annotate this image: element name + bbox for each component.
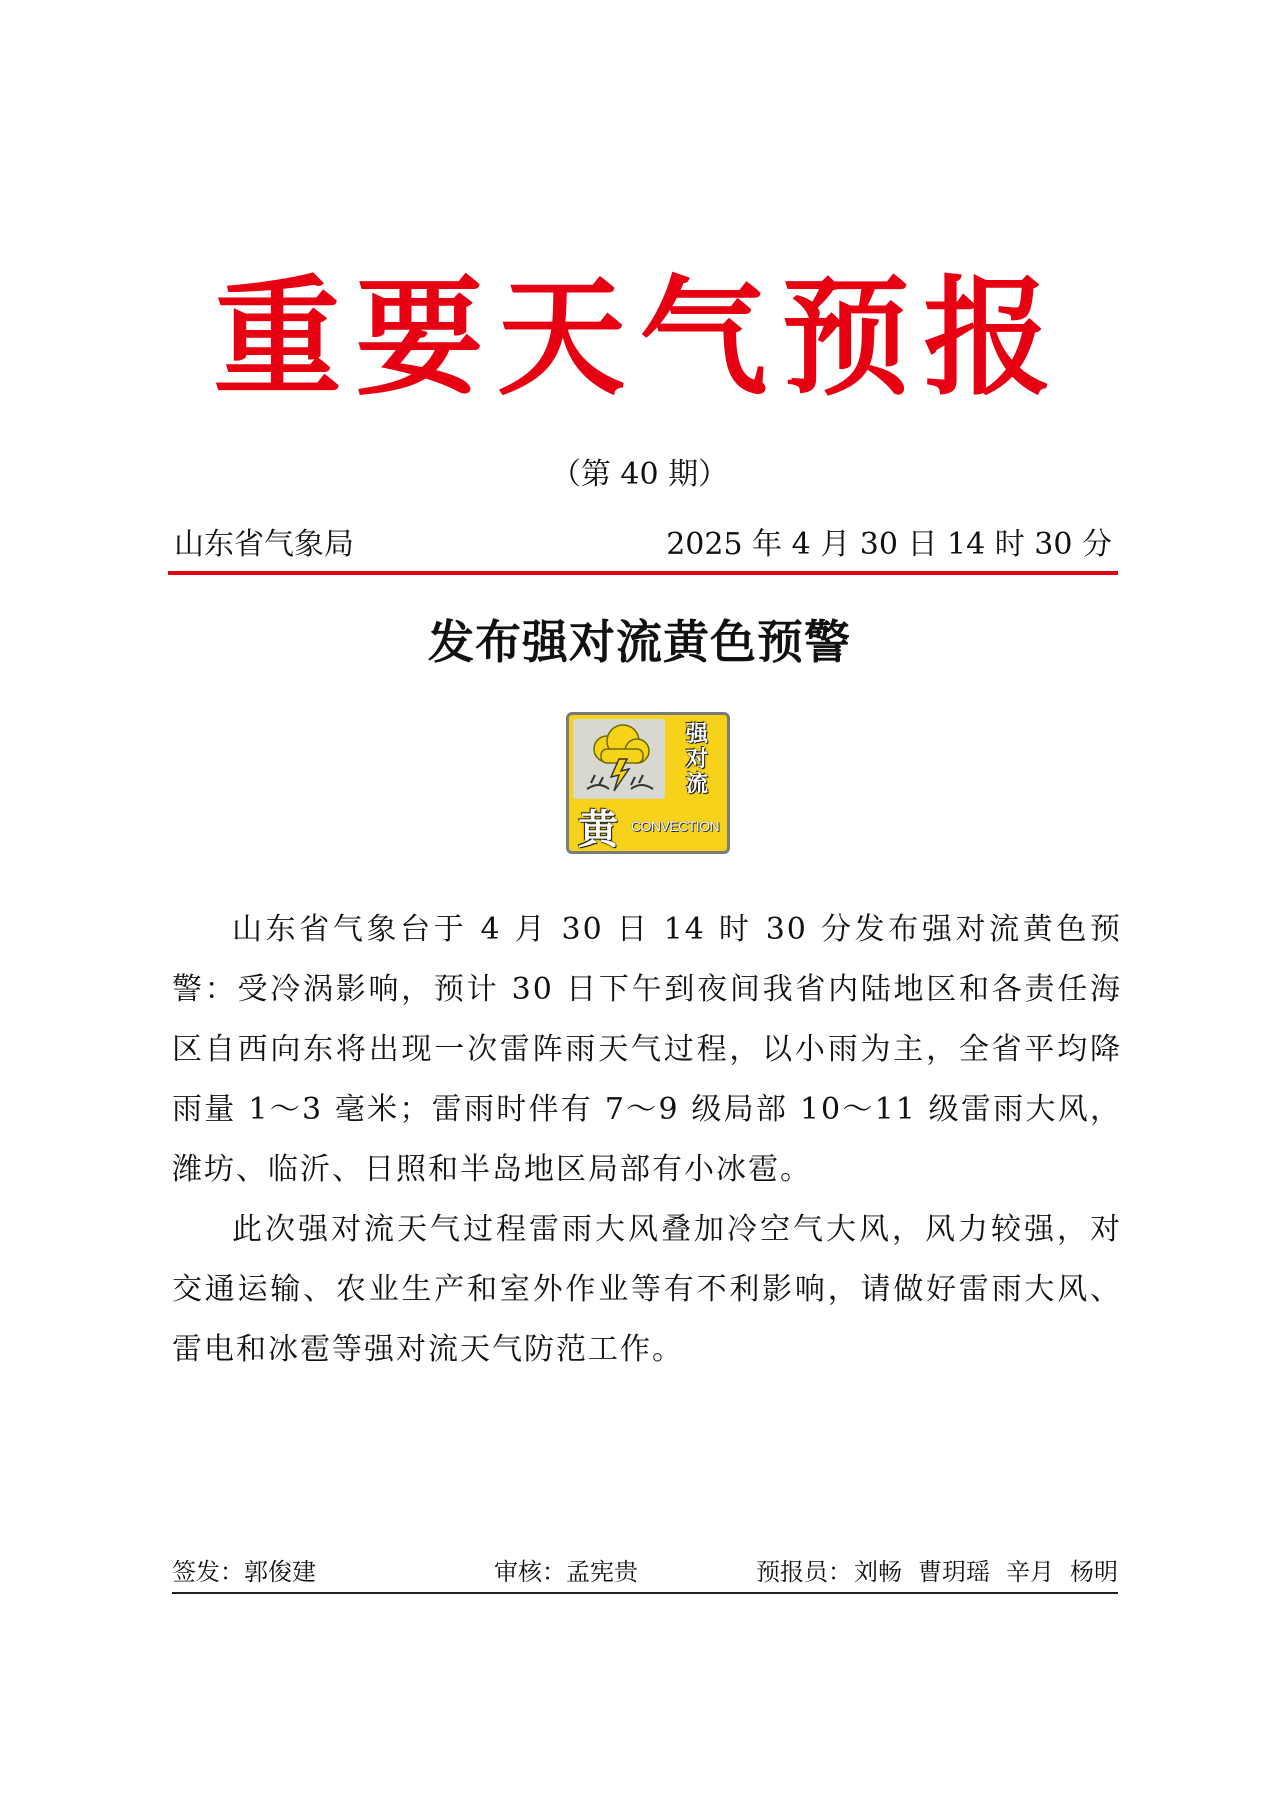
body-text (172, 900, 1122, 1380)
signer-label: 签发： (172, 1558, 244, 1586)
body-paragraph: 此次强对流天气过程雷雨大风叠加冷空气大风，风力较强，对交通运输、农业生产和室外作业等有不利影响，请做好雷雨大风、雷电和冰雹等强对流天气防范工作。 (172, 1212, 1122, 1367)
masthead-title: 重要天气预报 (213, 263, 1066, 413)
badge-type-char: 强 (685, 721, 708, 747)
issue-number: （第 40 期） (550, 457, 729, 492)
badge-level: 黄 (578, 806, 618, 853)
footer-divider (172, 1592, 1118, 1594)
forecaster-block (756, 1554, 1118, 1590)
forecaster-name: 刘畅 (854, 1558, 902, 1586)
badge-type-char: 流 (685, 771, 708, 797)
forecaster-label: 预报员： (756, 1558, 852, 1586)
reviewer-block (494, 1554, 638, 1590)
agency-name: 山东省气象局 (174, 527, 354, 562)
headline: 发布强对流黄色预警 (428, 615, 851, 669)
thunderstorm-icon (573, 719, 665, 799)
forecaster-name: 曹玥瑶 (918, 1558, 990, 1586)
forecaster-name: 杨明 (1070, 1558, 1118, 1586)
warning-badge (566, 712, 730, 854)
reviewer-label: 审核： (494, 1558, 566, 1586)
red-divider (168, 571, 1118, 575)
forecaster-name: 辛月 (1006, 1558, 1054, 1586)
meta-row (168, 525, 1118, 565)
signer-block (172, 1554, 316, 1590)
body-paragraph: 山东省气象台于 4 月 30 日 14 时 30 分发布强对流黄色预警：受冷涡影响，预计 30 日下午到夜间我省内陆地区和各责任海区自西向东将出现一次雷阵雨天气过程，以小雨为主，全省平均降雨量 1～3 毫米；雷雨时伴有 7～9 级局部 10～11 级雷雨大风，潍坊、临沂、日照和半岛地区局部有小冰雹。 (172, 912, 1122, 1187)
badge-english-label: CONVECTION (630, 818, 720, 834)
badge-type-label (669, 719, 725, 799)
issue-datetime: 2025 年 4 月 30 日 14 时 30 分 (666, 527, 1112, 562)
badge-type-char: 对 (685, 746, 708, 772)
reviewer-name: 孟宪贵 (566, 1558, 638, 1586)
signature-row (172, 1554, 1118, 1590)
signer-name: 郭俊建 (244, 1558, 316, 1586)
